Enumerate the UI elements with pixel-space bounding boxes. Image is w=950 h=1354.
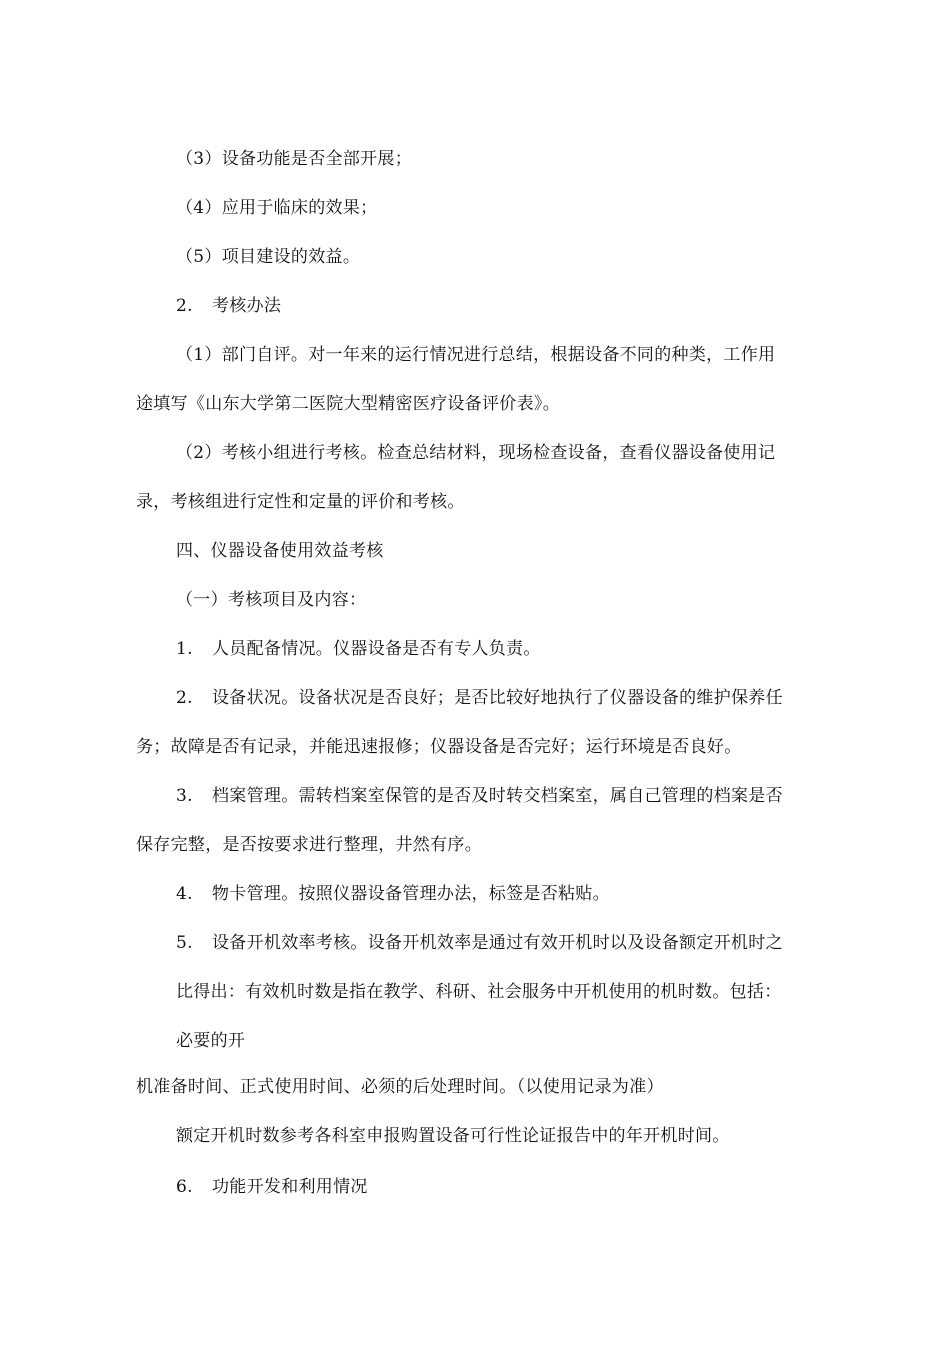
paragraph-line: 务；故障是否有记录，并能迅速报修；仪器设备是否完好；运行环境是否良好。 bbox=[136, 737, 742, 757]
item-text: 档案管理。需转档案室保管的是否及时转交档案室，属自己管理的档案是否 bbox=[212, 786, 783, 806]
item-number: 4. bbox=[176, 884, 193, 904]
item-text: 设备开机效率考核。设备开机效率是通过有效开机时以及设备额定开机时之 bbox=[212, 933, 783, 953]
list-item bbox=[176, 884, 610, 904]
section-heading: 四、仪器设备使用效益考核 bbox=[176, 541, 384, 561]
paragraph-line: （4）应用于临床的效果； bbox=[176, 198, 378, 218]
list-item bbox=[176, 786, 783, 806]
item-number: 6. bbox=[176, 1177, 193, 1197]
paragraph-line: （1）部门自评。对一年来的运行情况进行总结，根据设备不同的种类，工作用 bbox=[176, 345, 776, 365]
list-item bbox=[176, 933, 783, 953]
item-number: 2. bbox=[176, 296, 193, 316]
list-item bbox=[176, 688, 783, 708]
item-number: 1. bbox=[176, 639, 193, 659]
list-item bbox=[176, 639, 541, 659]
paragraph-line: 机准备时间、正式使用时间、必须的后处理时间。（以使用记录为准） bbox=[136, 1077, 664, 1097]
item-text: 功能开发和利用情况 bbox=[212, 1177, 368, 1197]
list-item bbox=[176, 1177, 368, 1197]
numbered-heading bbox=[176, 296, 281, 316]
item-text: 考核办法 bbox=[212, 296, 282, 316]
item-text: 人员配备情况。仪器设备是否有专人负责。 bbox=[212, 639, 541, 659]
item-number: 2. bbox=[176, 688, 193, 708]
subsection-heading: （一）考核项目及内容： bbox=[176, 590, 367, 610]
paragraph-line: 比得出：有效机时数是指在教学、科研、社会服务中开机使用的机时数。包括： bbox=[176, 982, 782, 1002]
paragraph-line: 录，考核组进行定性和定量的评价和考核。 bbox=[136, 492, 465, 512]
paragraph-line: （2）考核小组进行考核。检查总结材料，现场检查设备，查看仪器设备使用记 bbox=[176, 443, 776, 463]
paragraph-line: 保存完整，是否按要求进行整理，井然有序。 bbox=[136, 835, 482, 855]
item-number: 5. bbox=[176, 933, 193, 953]
paragraph-line: （3）设备功能是否全部开展； bbox=[176, 149, 413, 169]
paragraph-line: 额定开机时数参考各科室申报购置设备可行性论证报告中的年开机时间。 bbox=[176, 1126, 730, 1146]
item-text: 物卡管理。按照仪器设备管理办法，标签是否粘贴。 bbox=[212, 884, 610, 904]
item-text: 设备状况。设备状况是否良好；是否比较好地执行了仪器设备的维护保养任 bbox=[212, 688, 783, 708]
item-number: 3. bbox=[176, 786, 193, 806]
paragraph-line: （5）项目建设的效益。 bbox=[176, 247, 361, 267]
paragraph-line: 必要的开 bbox=[176, 1031, 246, 1051]
paragraph-line: 途填写《山东大学第二医院大型精密医疗设备评价表》。 bbox=[136, 394, 560, 414]
